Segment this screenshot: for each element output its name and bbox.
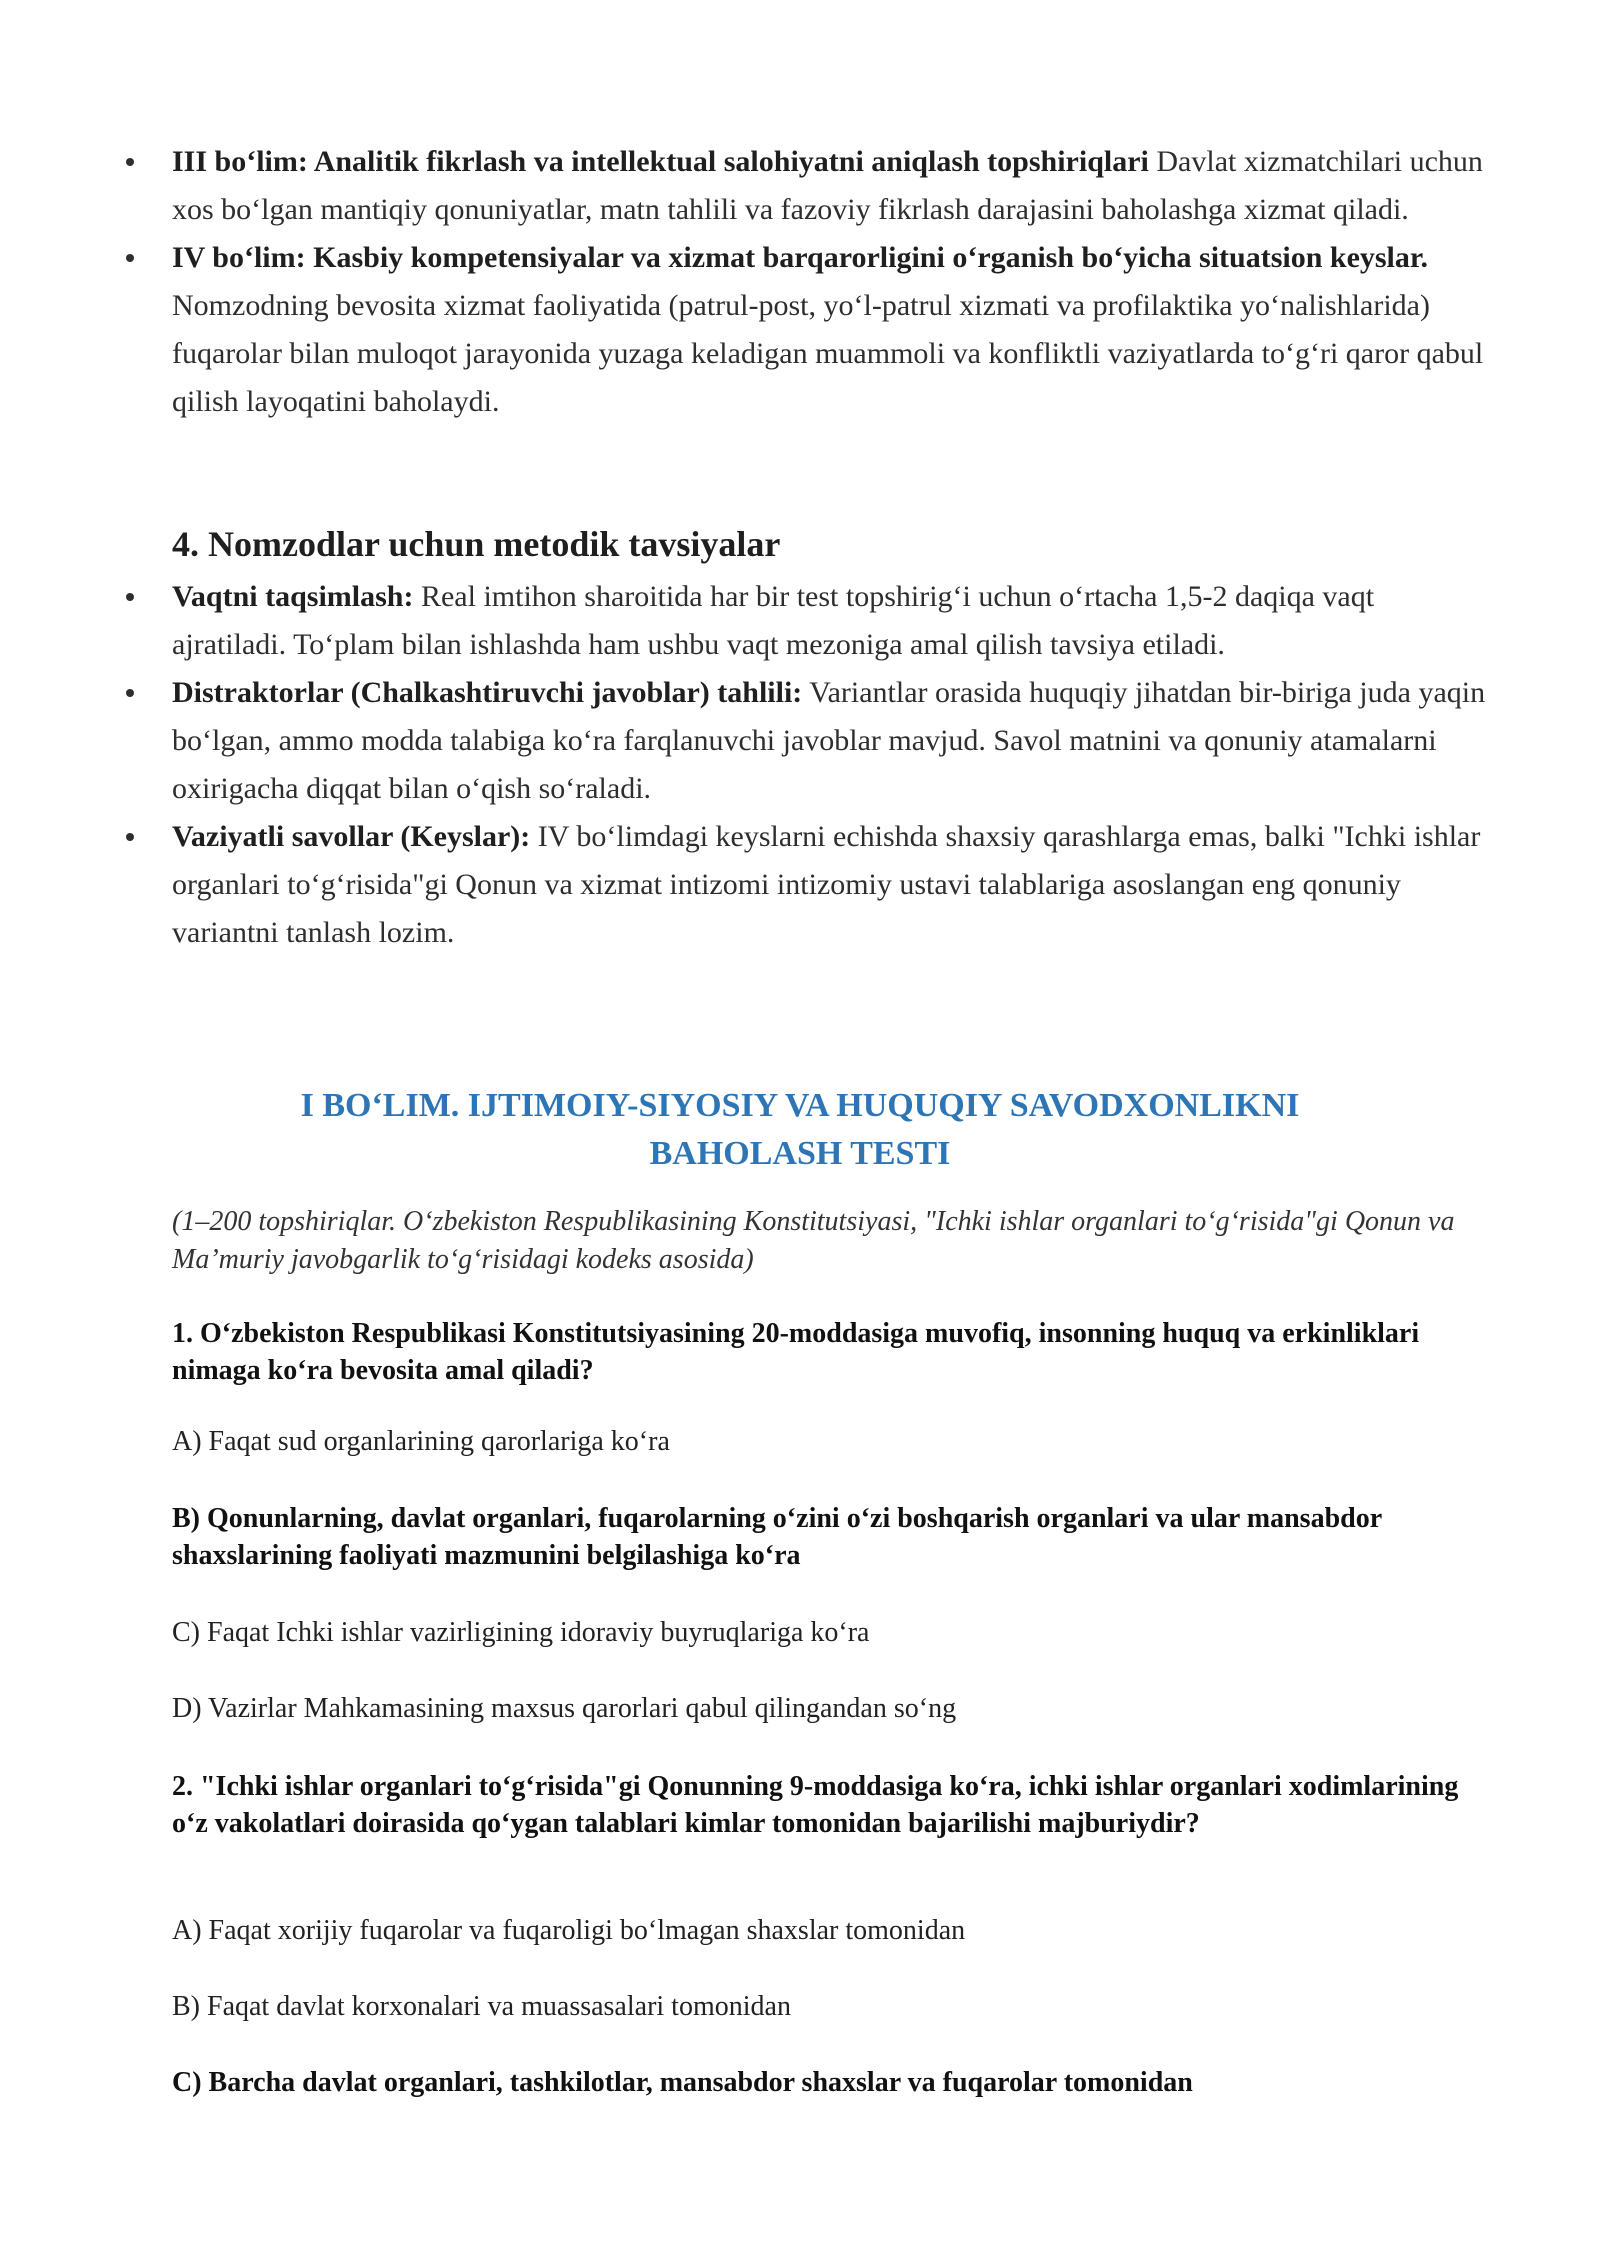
list-item-text: Nomzodning bevosita xizmat faoliyatida (patrul-post, yo‘l-patrul xizmati va profilaktika yo‘nalishlarida) fuqarolar bilan muloqot jarayonida yuzaga keladigan muammoli va konfliktli vaziyatlarda to‘g‘ri qaror qabul qilish layoqatini baholaydi. <box>172 289 1484 418</box>
list-item-bold: III bo‘lim: Analitik fikrlash va intellektual salohiyatni aniqlash topshiriqlari <box>172 145 1149 178</box>
answer-option: A) Faqat sud organlarining qarorlariga ko‘ra <box>172 1426 670 1457</box>
list-item-text: Variantlar orasida huquqiy jihatdan bir-biriga juda yaqin bo‘lgan, ammo modda talabiga ko‘ra farqlanuvchi javoblar mavjud. Savol matnini va qonuniy atamalarni oxirigacha diqqat bilan o‘qish so‘raladi. <box>172 676 1486 805</box>
answer-option-correct: C) Barcha davlat organlari, tashkilotlar, mansabdor shaxslar va fuqarolar tomonidan <box>172 2067 1193 2098</box>
section-title-line: I BO‘LIM. IJTIMOIY-SIYOSIY VA HUQUQIY SAVODXONLIKNI <box>300 1087 1300 1124</box>
section-title-line: BAHOLASH TESTI <box>649 1135 951 1172</box>
list-item <box>0 573 1600 669</box>
section-intro: (1–200 topshiriqlar. O‘zbekiston Respublikasining Konstitutsiyasi, "Ichki ishlar organlari to‘g‘risida"gi Qonun va Ma’muriy javobgarlik to‘g‘risidagi kodeks asosida) <box>172 1206 1455 1275</box>
answer-option: C) Faqat Ichki ishlar vazirligining idoraviy buyruqlariga ko‘ra <box>172 1617 870 1648</box>
answer-option: D) Vazirlar Mahkamasining maxsus qarorlari qabul qilingandan so‘ng <box>172 1693 957 1724</box>
list-item <box>0 234 1600 426</box>
list-item-bold: IV bo‘lim: Kasbiy kompetensiyalar va xizmat barqarorligini o‘rganish bo‘yicha situatsion keyslar. <box>172 241 1428 274</box>
answer-option-correct: B) Qonunlarning, davlat organlari, fuqarolarning o‘zini o‘zi boshqarish organlari va ular mansabdor shaxslarining faoliyati mazmunini belgilashiga ko‘ra <box>172 1503 1382 1571</box>
list-item-bold: Distraktorlar (Chalkashtiruvchi javoblar) tahlili: <box>172 676 803 709</box>
list-item-text: IV bo‘limdagi keyslarni echishda shaxsiy qarashlarga emas, balki "Ichki ishlar organlari to‘g‘risida"gi Qonun va xizmat intizomi intizomiy ustavi talablariga asoslangan eng qonuniy variantni tanlash lozim. <box>172 820 1481 949</box>
section-title <box>0 1082 1600 1178</box>
list-item-bold: Vaqtni taqsimlash: <box>172 580 414 613</box>
question-text: 2. "Ichki ishlar organlari to‘g‘risida"gi Qonunning 9-moddasiga ko‘ra, ichki ishlar organlari xodimlarining o‘z vakolatlari doirasida qo‘ygan talablari kimlar tomonidan bajarilishi majburiydir? <box>172 1771 1459 1839</box>
bullet-icon <box>126 833 134 841</box>
bullet-icon <box>126 158 134 166</box>
answer-option: A) Faqat xorijiy fuqarolar va fuqaroligi bo‘lmagan shaxslar tomonidan <box>172 1915 966 1946</box>
bullet-icon <box>126 254 134 262</box>
list-item-text: Real imtihon sharoitida har bir test topshirig‘i uchun o‘rtacha 1,5-2 daqiqa vaqt ajratiladi. To‘plam bilan ishlashda ham ushbu vaqt mezoniga amal qilish tavsiya etiladi. <box>172 580 1375 661</box>
answer-option: B) Faqat davlat korxonalari va muassasalari tomonidan <box>172 1991 791 2022</box>
bullet-icon <box>126 689 134 697</box>
list-item <box>0 813 1600 957</box>
methodic-list <box>0 573 1600 957</box>
methodic-heading: 4. Nomzodlar uchun metodik tavsiyalar <box>172 524 781 564</box>
bullet-icon <box>126 593 134 601</box>
list-item-text: Davlat xizmatchilari uchun xos bo‘lgan mantiqiy qonuniyatlar, matn tahlili va fazoviy fikrlash darajasini baholashga xizmat qiladi. <box>172 145 1483 226</box>
list-item-bold: Vaziyatli savollar (Keyslar): <box>172 820 531 853</box>
list-item <box>0 138 1600 234</box>
question-text: 1. O‘zbekiston Respublikasi Konstitutsiyasining 20-moddasiga muvofiq, insonning huquq va erkinliklari nimaga ko‘ra bevosita amal qiladi? <box>172 1318 1420 1386</box>
sections-description-list <box>0 138 1600 426</box>
list-item <box>0 669 1600 813</box>
